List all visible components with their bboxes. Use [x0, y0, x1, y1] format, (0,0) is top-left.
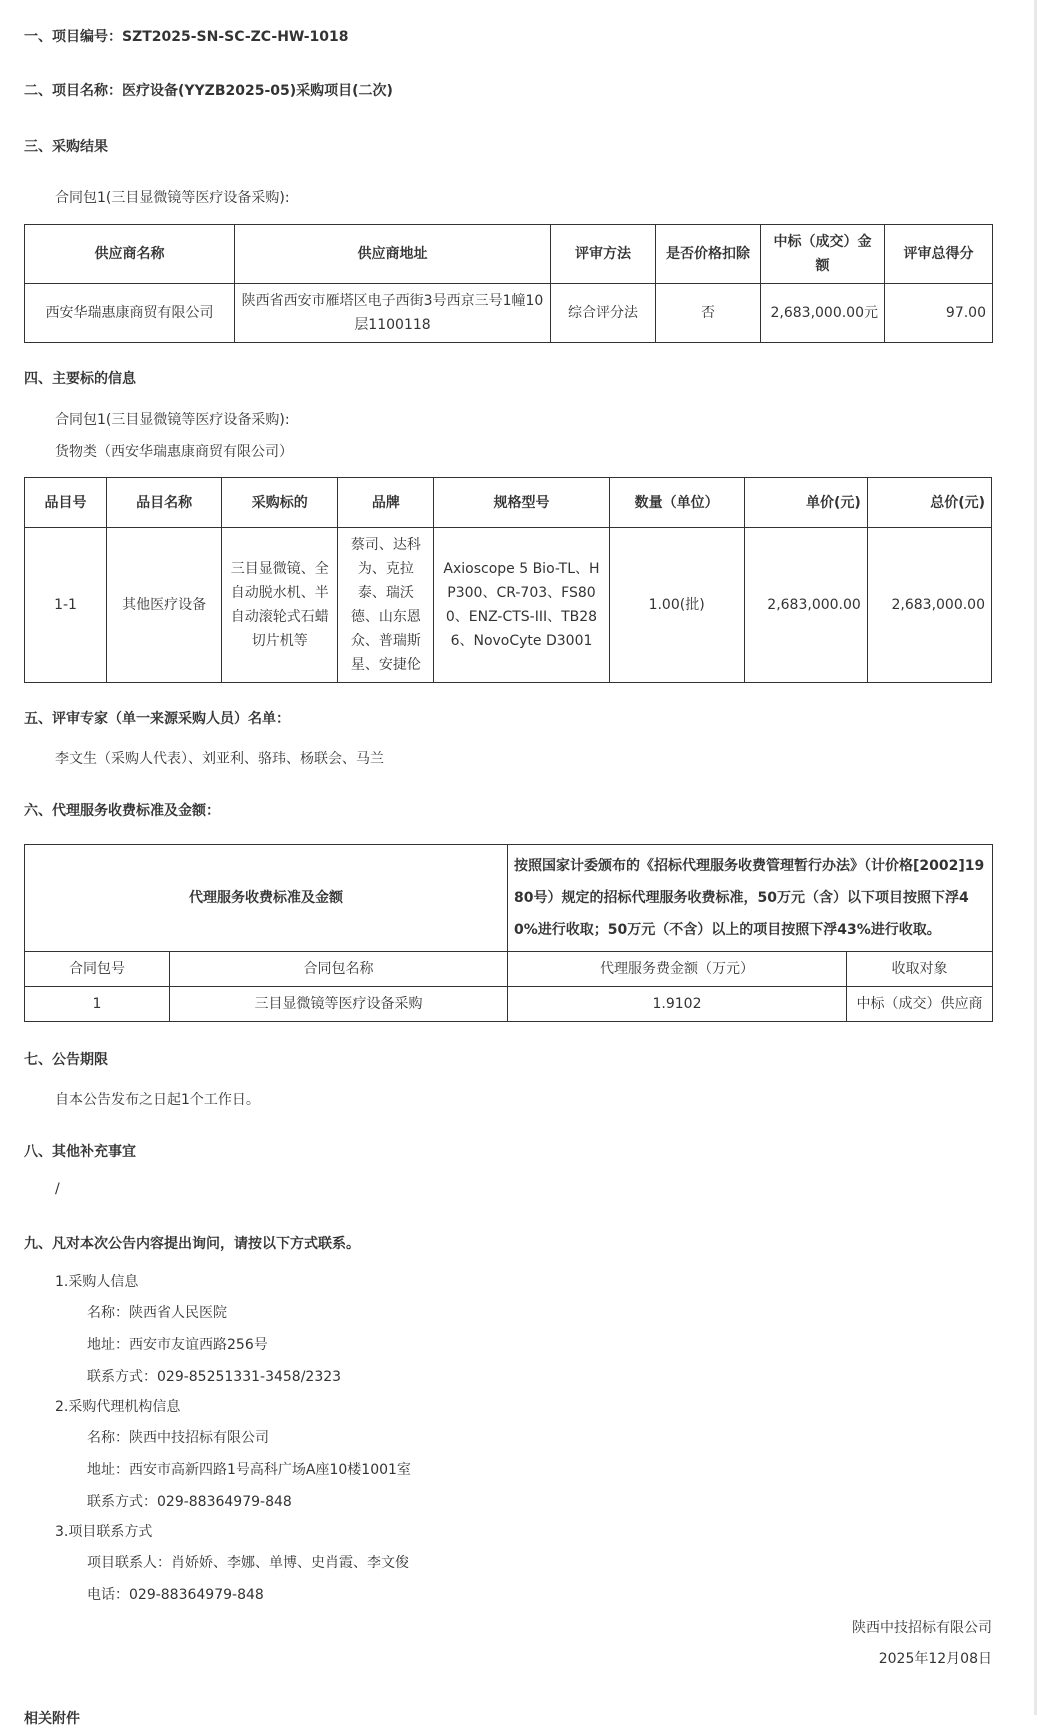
- cell-bid-amount: 2,683,000.00元: [761, 284, 885, 343]
- fee-standard-label: 代理服务收费标准及金额: [25, 845, 508, 952]
- footer-company: 陕西中技招标有限公司: [852, 1620, 992, 1636]
- table-row: [25, 528, 992, 683]
- cell-spec: Axioscope 5 Bio-TL、HP300、CR-703、FS800、ENZ-CTS-III、TB286、NovoCyte D3001: [434, 528, 609, 683]
- project-name: 二、项目名称：医疗设备(YYZB2025-05)采购项目(二次): [24, 83, 393, 99]
- th-package-no: 合同包号: [25, 952, 170, 987]
- items-table: [24, 477, 992, 683]
- purchaser-phone: 联系方式：029-85251331-3458/2323: [87, 1369, 342, 1385]
- agency-phone: 联系方式：029-88364979-848: [87, 1494, 292, 1510]
- items-header-row: [25, 478, 992, 528]
- th-unit-price: 单价(元): [744, 478, 867, 528]
- th-spec: 规格型号: [434, 478, 609, 528]
- agency-name: 名称：陕西中技招标有限公司: [87, 1430, 269, 1446]
- th-total-score: 评审总得分: [885, 225, 993, 284]
- purchaser-name: 名称：陕西省人民医院: [87, 1305, 227, 1321]
- cell-supplier-address: 陕西省西安市雁塔区电子西街3号西京三号1幢10层1100118: [235, 284, 551, 343]
- cell-item-name: 其他医疗设备: [107, 528, 222, 683]
- announcement-period-text: 自本公告发布之日起1个工作日。: [55, 1092, 260, 1108]
- th-fee-payer: 收取对象: [847, 952, 993, 987]
- th-target: 采购标的: [222, 478, 338, 528]
- attachments-heading-clipped: 相关附件: [24, 1711, 80, 1727]
- agency-info-title: 2.采购代理机构信息: [55, 1399, 181, 1415]
- purchaser-address: 地址：西安市友谊西路256号: [87, 1337, 268, 1353]
- th-item-no: 品目号: [25, 478, 107, 528]
- cell-fee-amount: 1.9102: [508, 987, 847, 1022]
- project-contact-phone: 电话：029-88364979-848: [87, 1587, 264, 1603]
- th-supplier-address: 供应商地址: [235, 225, 551, 284]
- table-row: [25, 284, 993, 343]
- th-supplier-name: 供应商名称: [25, 225, 235, 284]
- fee-standard-row: [25, 845, 993, 952]
- items-package-label: 合同包1(三目显微镜等医疗设备采购):: [55, 412, 290, 428]
- section-announcement-period: 七、公告期限: [24, 1052, 108, 1068]
- cell-package-name: 三目显微镜等医疗设备采购: [170, 987, 508, 1022]
- th-item-name: 品目名称: [107, 478, 222, 528]
- result-header-row: [25, 225, 993, 284]
- section-procurement-result: 三、采购结果: [24, 139, 108, 155]
- th-fee-amount: 代理服务费金额（万元）: [508, 952, 847, 987]
- footer-date: 2025年12月08日: [878, 1651, 992, 1667]
- result-table: [24, 224, 993, 343]
- fee-header-row: [25, 952, 993, 987]
- other-matters-text: /: [55, 1181, 60, 1197]
- cell-item-no: 1-1: [25, 528, 107, 683]
- project-contact-people: 项目联系人：肖娇娇、李娜、单博、史肖霞、李文俊: [87, 1555, 409, 1571]
- section-other-matters: 八、其他补充事宜: [24, 1144, 136, 1160]
- cell-total-score: 97.00: [885, 284, 993, 343]
- cell-price-deduction: 否: [656, 284, 761, 343]
- th-quantity: 数量（单位）: [609, 478, 744, 528]
- cell-review-method: 综合评分法: [551, 284, 656, 343]
- project-contact-title: 3.项目联系方式: [55, 1524, 153, 1540]
- fee-table: [24, 844, 993, 1022]
- th-brand: 品牌: [338, 478, 434, 528]
- purchaser-info-title: 1.采购人信息: [55, 1274, 139, 1290]
- th-price-deduction: 是否价格扣除: [656, 225, 761, 284]
- project-number: 一、项目编号：SZT2025-SN-SC-ZC-HW-1018: [24, 29, 349, 45]
- items-category-label: 货物类（西安华瑞惠康商贸有限公司）: [55, 444, 293, 460]
- section-main-items: 四、主要标的信息: [24, 371, 136, 387]
- cell-unit-price: 2,683,000.00: [744, 528, 867, 683]
- section-agency-fee: 六、代理服务收费标准及金额：: [24, 803, 220, 819]
- table-row: [25, 987, 993, 1022]
- experts-list: 李文生（采购人代表）、刘亚利、骆玮、杨联会、马兰: [55, 751, 384, 767]
- th-total-price: 总价(元): [867, 478, 991, 528]
- cell-quantity: 1.00(批): [609, 528, 744, 683]
- fee-standard-description: 按照国家计委颁布的《招标代理服务收费管理暂行办法》（计价格[2002]1980号）规定的招标代理服务收费标准，50万元（含）以下项目按照下浮40%进行收取；50万元（不含）以上的项目按照下浮43%进行收取。: [508, 845, 993, 952]
- agency-address: 地址：西安市高新四路1号高科广场A座10楼1001室: [87, 1462, 411, 1478]
- th-review-method: 评审方法: [551, 225, 656, 284]
- cell-supplier-name: 西安华瑞惠康商贸有限公司: [25, 284, 235, 343]
- th-package-name: 合同包名称: [170, 952, 508, 987]
- section-contact: 九、凡对本次公告内容提出询问，请按以下方式联系。: [24, 1236, 360, 1252]
- cell-brand: 蔡司、达科为、克拉泰、瑞沃德、山东恩众、普瑞斯星、安捷伦: [338, 528, 434, 683]
- cell-fee-payer: 中标（成交）供应商: [847, 987, 993, 1022]
- cell-target: 三目显微镜、全自动脱水机、半自动滚轮式石蜡切片机等: [222, 528, 338, 683]
- result-package-label: 合同包1(三目显微镜等医疗设备采购):: [55, 190, 290, 206]
- cell-total-price: 2,683,000.00: [867, 528, 991, 683]
- section-experts: 五、评审专家（单一来源采购人员）名单：: [24, 711, 290, 727]
- th-bid-amount: 中标（成交）金额: [761, 225, 885, 284]
- cell-package-no: 1: [25, 987, 170, 1022]
